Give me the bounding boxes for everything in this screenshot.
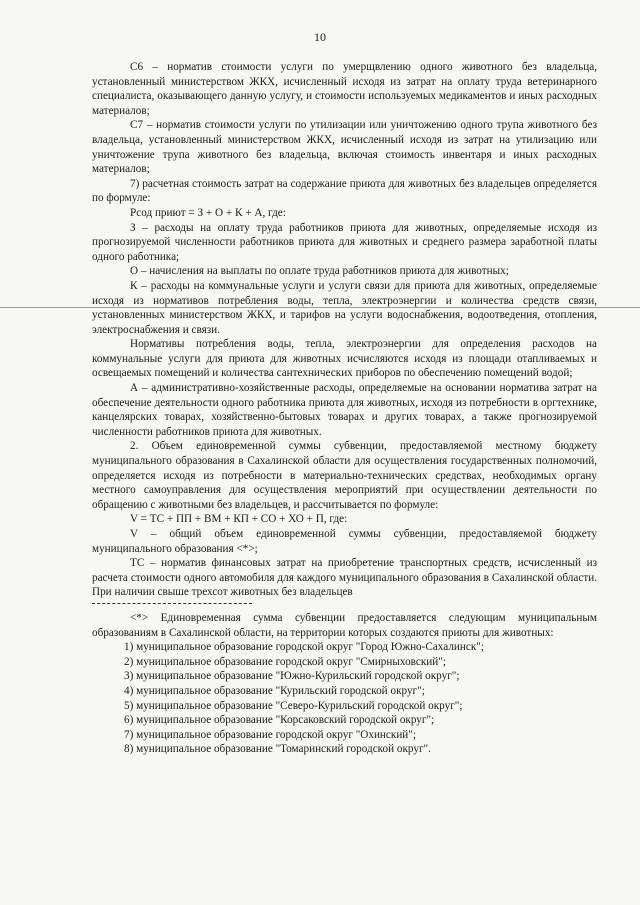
list-item: 7) муниципальное образование городской округ "Охинский"; (124, 728, 416, 741)
paragraph-norms: Нормативы потребления воды, тепла, электроэнергии для определения расходов на коммунальные услуги для приюта для животных исчисляются исходя из площади отапливаемых и освещаемых помещений и количества сантехнических приборов по обеспечению помещений водой; (92, 338, 597, 380)
paragraph-c7: С7 – норматив стоимости услуги по утилизации или уничтожению одного трупа животного без владельца, установленный министерством ЖКХ, исчисленный исходя из затрат на утилизацию или уничтожение трупа животного без владельца, включая стоимость инвентаря и иных расходных материалов; (92, 119, 597, 176)
list-item: 8) муниципальное образование "Томаринский городской округ". (124, 743, 431, 756)
list-item: 1) муниципальное образование городской округ "Город Южно-Сахалинск"; (124, 641, 484, 654)
paragraph-ts: ТС – норматив финансовых затрат на приобретение транспортных средств, исчисленный из расчета стоимости одного автомобиля для каждого муниципального образования в Сахалинской области. При наличии свыше трехсот животных без владельцев (92, 557, 597, 599)
document-body (92, 60, 597, 757)
footnote-list (92, 640, 597, 757)
footnote-text: <*> Единовременная сумма субвенции предоставляется следующим муниципальным образованиям в Сахалинской области, на территории которых создаются приюты для животных: (92, 611, 597, 639)
page-number: 10 (314, 30, 326, 44)
paragraph-shelter-cost: 7) расчетная стоимость затрат на содержание приюта для животных без владельцев определяется по формуле: (92, 177, 597, 205)
list-item: 2) муниципальное образование городской округ "Смирныховский"; (124, 655, 446, 668)
list-item: 4) муниципальное образование "Курильский городской округ"; (124, 684, 425, 697)
paragraph-c6: С6 – норматив стоимости услуги по умерщвлению одного животного без владельца, установленный министерством ЖКХ, исчисленный исходя из затрат на оплату труда ветеринарного специалиста, оказывающего данную услугу, и стоимости используемых медикаментов и иных расходных материалов; (92, 61, 597, 117)
paragraph-z: З – расходы на оплату труда работников приюта для животных, определяемые исходя из прогнозируемой численности работников приюта для животных и среднего размера заработной платы одного работника; (92, 221, 597, 263)
formula-shelter: Pсод приют = З + О + К + А, где: (130, 206, 286, 219)
paragraph-a: А – административно-хозяйственные расходы, определяемые на основании норматива затрат на обеспечение деятельности одного работника приюта для животных, исходя из потребности в оргтехнике, канцелярских товарах, хозяйственно-бытовых товарах и других товарах, а также прогнозируемой численности работников приюта для животных. (92, 382, 597, 438)
list-item: 5) муниципальное образование "Северо-Курильский городской округ"; (124, 699, 463, 712)
list-item: 6) муниципальное образование "Корсаковский городской округ"; (124, 714, 435, 727)
footnote-separator (92, 603, 252, 604)
paragraph-v: V – общий объем единовременной суммы субвенции, предоставляемой бюджету муниципального образования <*>; (92, 528, 597, 555)
scan-artifact-line (0, 307, 640, 308)
list-item: 3) муниципальное образование "Южно-Курильский городской округ"; (124, 670, 460, 683)
paragraph-o: О – начисления на выплаты по оплате труда работников приюта для животных; (130, 265, 509, 278)
paragraph-k: К – расходы на коммунальные услуги и услуги связи для приюта для животных, определяемые исходя из нормативов потребления воды, тепла, электроэнергии и количества средств связи, установленных министерством ЖКХ, и тарифов на услуги водоснабжения, водоотведения, отопления, электроснабжения и связи. (92, 279, 597, 336)
paragraph-subvention: 2. Объем единовременной суммы субвенции, предоставляемой местному бюджету муниципального образования в Сахалинской области для осуществления государственных полномочий, определяется исходя из потребности в материально-технических средствах, необходимых органу местного самоуправления для осуществления мероприятий при осуществлении деятельности по обращению с животными без владельцев, и рассчитывается по формуле: (92, 440, 597, 511)
formula-volume: V = ТС + ПП + ВМ + КП + СО + ХО + П, где: (130, 513, 348, 526)
